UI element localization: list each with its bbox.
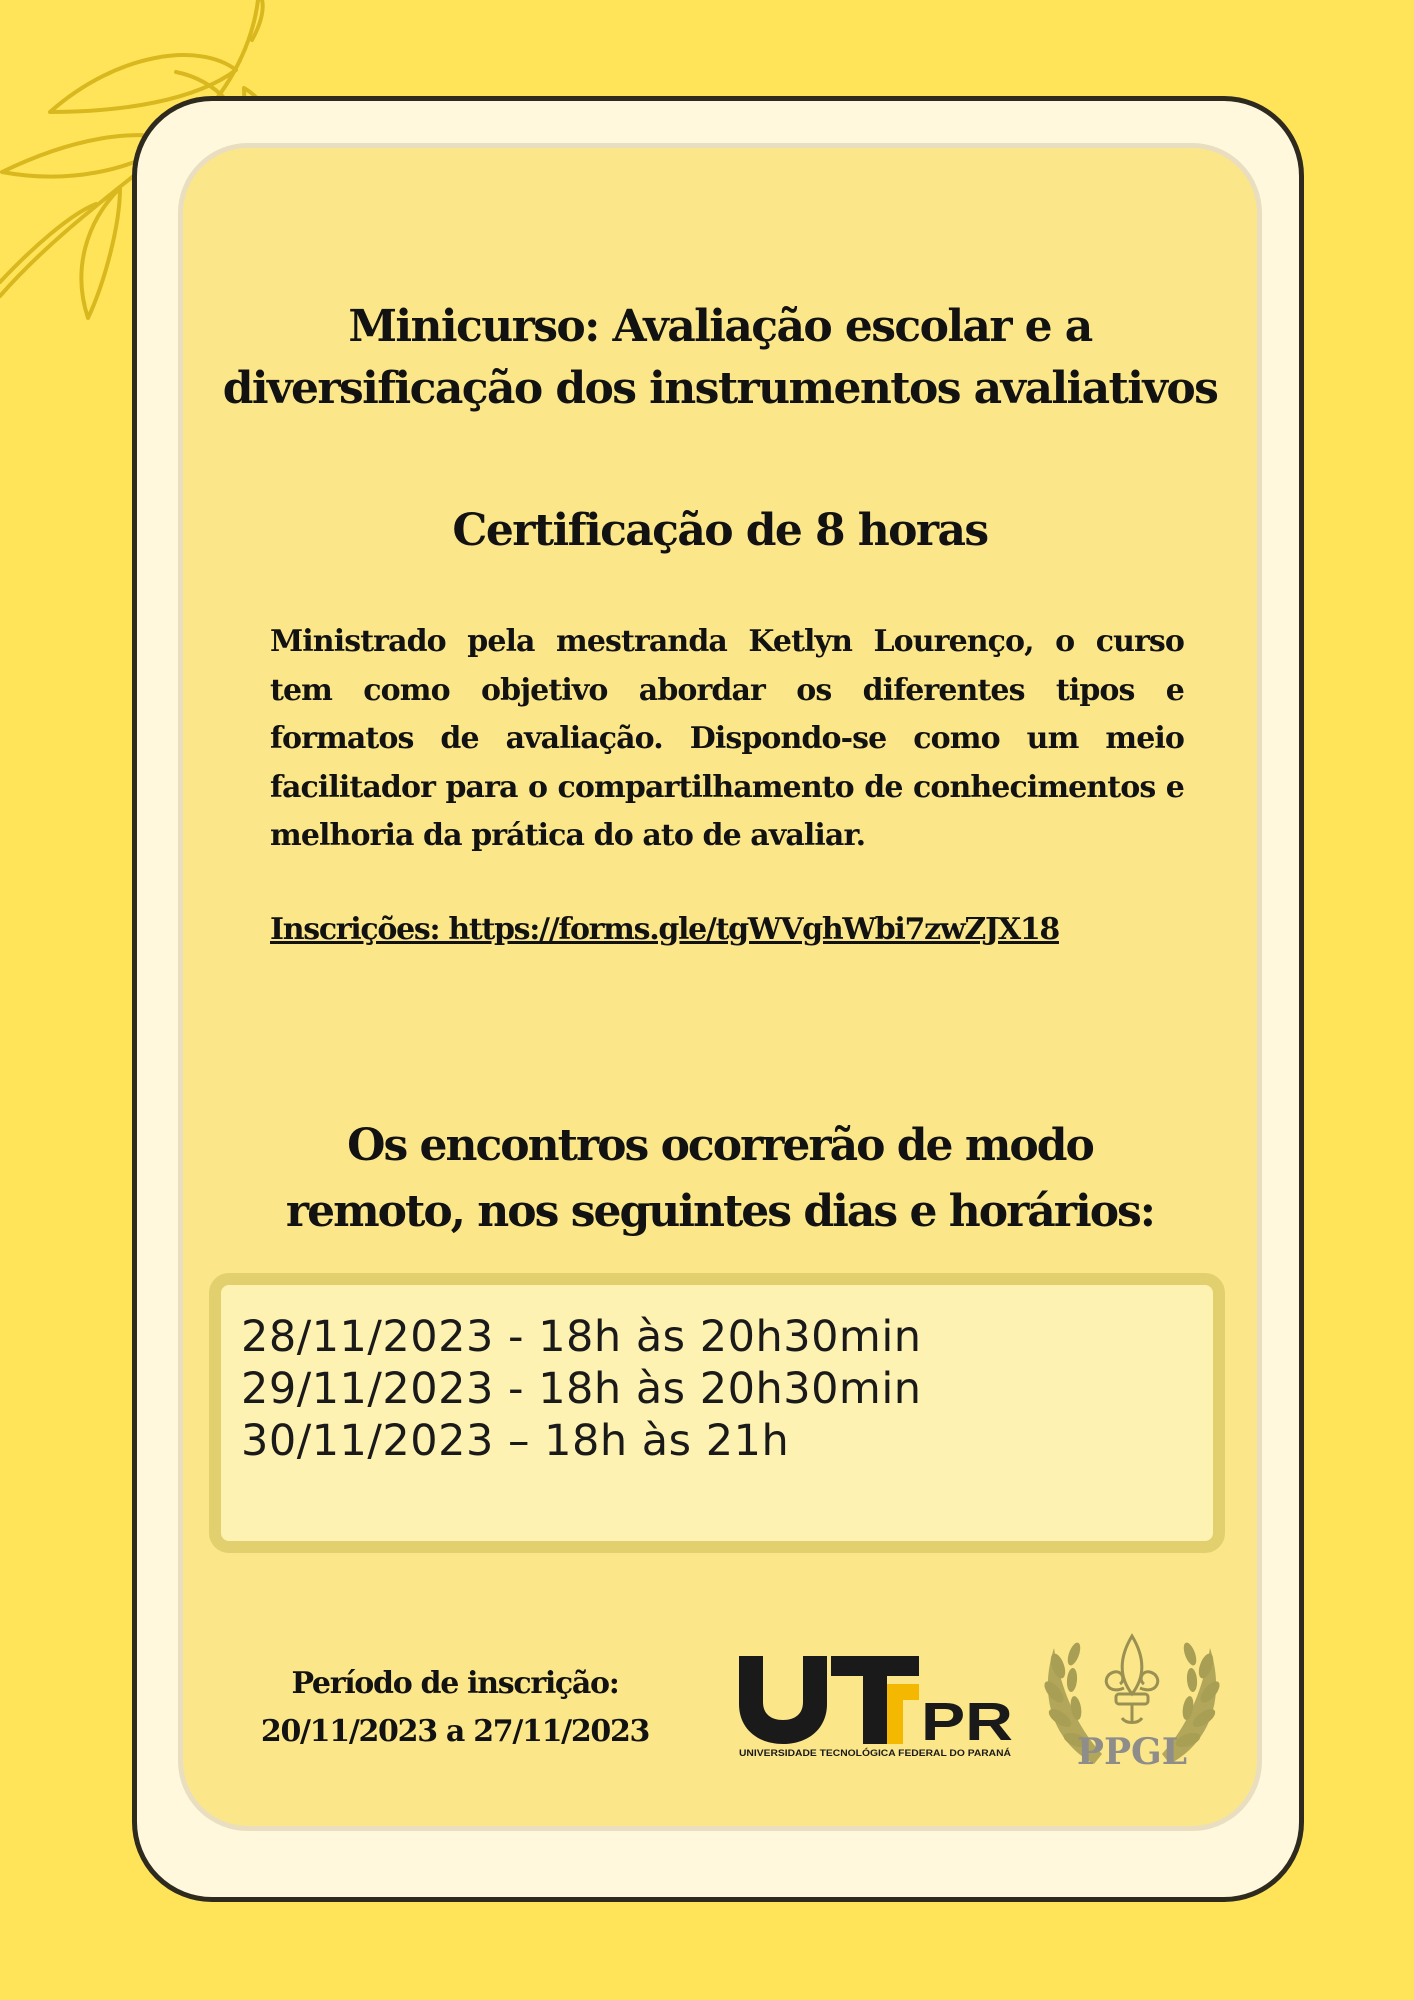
ppgl-crest-text: PPGL: [1076, 1731, 1188, 1770]
svg-text:PR: PR: [921, 1692, 1013, 1752]
course-description: Ministrado pela mestranda Ketlyn Lourenço, o curso tem como objetivo abordar os diferentes tipos e formatos de avaliação. Dispondo-se como um meio facilitador para o compartilhamento de conhecimentos e melhoria da prática do ato de avaliar.: [270, 624, 1184, 853]
meetings-heading-line-2: remoto, nos seguintes dias e horários:: [285, 1186, 1155, 1237]
schedule-date-1: 28/11/2023 - 18h às 20h30min: [241, 1312, 922, 1362]
course-title-line-2: diversificação dos instrumentos avaliativos: [222, 363, 1218, 414]
svg-text:UNIVERSIDADE TECNOLÓGICA FEDER: UNIVERSIDADE TECNOLÓGICA FEDERAL DO PARANÁ: [739, 1748, 977, 1758]
meetings-heading-line-1: Os encontros ocorrerão de modo: [347, 1120, 1093, 1171]
registration-period-label: Período de inscrição:: [291, 1666, 619, 1701]
registration-period-range: 20/11/2023 a 27/11/2023: [260, 1714, 650, 1749]
registration-link[interactable]: Inscrições: https://forms.gle/tgWVghWbi7zwZJX18: [270, 912, 1059, 947]
schedule-date-2: 29/11/2023 - 18h às 20h30min: [241, 1364, 922, 1414]
schedule-date-3: 30/11/2023 – 18h às 21h: [241, 1416, 790, 1466]
schedule-box: [209, 1273, 1225, 1553]
registration-period: [250, 1660, 660, 1756]
utfpr-logo: [737, 1654, 1017, 1760]
course-title: [190, 296, 1250, 420]
course-title-line-1: Minicurso: Avaliação escolar e a: [348, 301, 1092, 352]
ppgl-crest: [1034, 1614, 1230, 1770]
meetings-heading: [190, 1113, 1250, 1245]
certification-heading: Certificação de 8 horas: [452, 505, 988, 556]
